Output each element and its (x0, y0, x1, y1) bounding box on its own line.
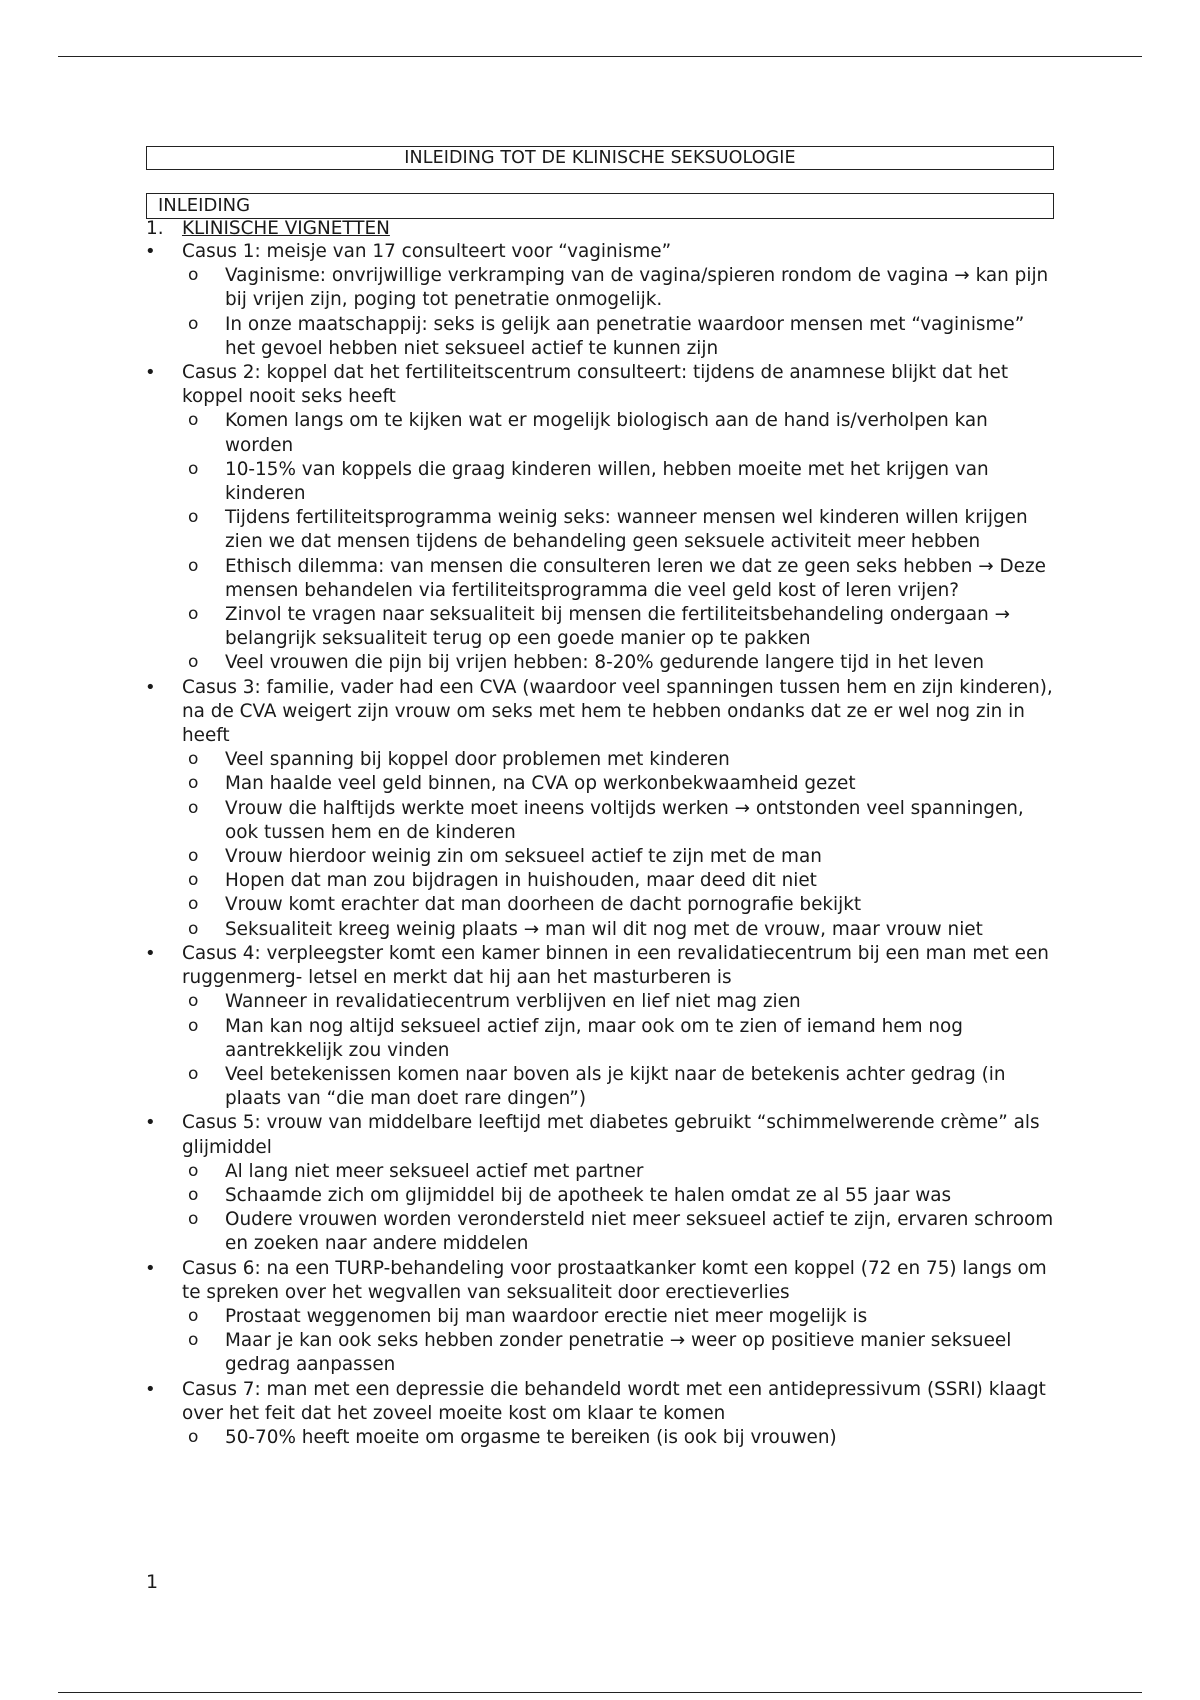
case-sub-item (146, 506, 1054, 554)
case-sub-item (146, 1329, 1054, 1377)
case-sub-item (146, 1160, 1054, 1184)
sub-bullet-marker: o (188, 410, 199, 431)
case-item (146, 1257, 1054, 1305)
sub-bullet-marker: o (188, 749, 199, 770)
case-sub-item (146, 1208, 1054, 1256)
sub-item-text: Man kan nog altijd seksueel actief zijn, maar ook om te zien of iemand hem nog aantrekkelijk zou vinden (225, 1015, 963, 1061)
sub-item-text: Vrouw komt erachter dat man doorheen de dacht pornografie bekijkt (225, 894, 862, 916)
case-sub-item (146, 409, 1054, 457)
sub-item-text: 50-70% heeft moeite om orgasme te bereiken (is ook bij vrouwen) (225, 1426, 837, 1448)
sub-bullet-marker: o (188, 773, 199, 794)
case-text: Casus 2: koppel dat het fertiliteitscentrum consulteert: tijdens de anamnese blijkt dat het koppel nooit seks heeft (182, 362, 1009, 408)
sub-bullet-marker: o (188, 797, 199, 818)
sub-item-text: Maar je kan ook seks hebben zonder penetratie → weer op positieve manier seksueel gedrag aanpassen (225, 1330, 1012, 1376)
heading-text: KLINISCHE VIGNETTEN (182, 218, 390, 239)
bullet-marker: • (145, 241, 156, 262)
bullet-marker: • (145, 676, 156, 698)
case-sub-item (146, 1305, 1054, 1329)
sub-bullet-marker: o (188, 1015, 199, 1036)
sub-bullet-marker: o (188, 1330, 199, 1351)
sub-item-text: Seksualiteit kreeg weinig plaats → man wil dit nog met de vrouw, maar vrouw niet (225, 918, 983, 940)
sub-item-text: 10-15% van koppels die graag kinderen willen, hebben moeite met het krijgen van kinderen (225, 458, 989, 505)
sub-item-text: Vaginisme: onvrijwillige verkramping van de vagina/spieren rondom de vagina → kan pijn bij vrijen zijn, poging tot penetratie onmogelijk. (225, 265, 1049, 311)
sub-bullet-marker: o (188, 1426, 199, 1447)
sub-bullet-marker: o (188, 894, 199, 915)
sub-bullet-marker: o (188, 652, 199, 673)
case-sub-item (146, 748, 1054, 772)
sub-bullet-marker: o (188, 1063, 199, 1084)
case-sub-item (146, 1426, 1054, 1450)
case-text: Casus 4: verpleegster komt een kamer binnen in een revalidatiecentrum bij een man met een ruggenmerg- letsel en merkt dat hij aan het masturberen is (182, 942, 1049, 989)
sub-bullet-marker: o (188, 1305, 199, 1326)
sub-bullet-marker: o (188, 1209, 199, 1230)
case-sub-item (146, 555, 1054, 603)
sub-item-text: Tijdens fertiliteitsprogramma weinig seks: wanneer mensen wel kinderen willen krijgen zien we dat mensen tijdens de behandeling geen seksuele activiteit meer hebben (225, 507, 1028, 553)
case-sub-item (146, 1063, 1054, 1111)
document-title: INLEIDING TOT DE KLINISCHE SEKSUOLOGIE (146, 146, 1054, 170)
sub-bullet-marker: o (188, 846, 199, 867)
sub-item-text: Prostaat weggenomen bij man waardoor erectie niet meer mogelijk is (225, 1305, 868, 1327)
case-sub-item (146, 651, 1054, 675)
case-text: Casus 5: vrouw van middelbare leeftijd met diabetes gebruikt “schimmelwerende crème” als glijmiddel (182, 1112, 1040, 1158)
sub-item-text: Oudere vrouwen worden verondersteld niet meer seksueel actief te zijn, ervaren schroom en zoeken naar andere middelen (225, 1209, 1054, 1255)
sub-item-text: Vrouw hierdoor weinig zin om seksueel actief te zijn met de man (225, 846, 822, 868)
bullet-marker: • (145, 1112, 156, 1134)
sub-item-text: Ethisch dilemma: van mensen die consulteren leren we dat ze geen seks hebben → Deze mensen behandelen via fertiliteitsprogramma die veel geld kost of leren vrijen? (225, 555, 1046, 601)
sub-bullet-marker: o (188, 1160, 199, 1181)
sub-bullet-marker: o (188, 870, 199, 891)
case-sub-item (146, 893, 1054, 917)
sub-bullet-marker: o (188, 265, 199, 286)
case-item (146, 1111, 1054, 1159)
case-list (146, 240, 1054, 1450)
header-rule (58, 56, 1142, 57)
sub-item-text: Al lang niet meer seksueel actief met partner (225, 1160, 644, 1182)
sub-item-text: Veel betekenissen komen naar boven als je kijkt naar de betekenis achter gedrag (in plaats van “die man doet rare dingen”) (225, 1063, 1006, 1110)
sub-bullet-marker: o (188, 918, 199, 939)
case-sub-item (146, 869, 1054, 893)
case-item (146, 1378, 1054, 1426)
case-sub-item (146, 990, 1054, 1014)
sub-item-text: In onze maatschappij: seks is gelijk aan penetratie waardoor mensen met “vaginisme” het gevoel hebben niet seksueel actief te kunnen zijn (225, 313, 1025, 359)
bullet-marker: • (145, 1378, 156, 1400)
sub-item-text: Komen langs om te kijken wat er mogelijk biologisch aan de hand is/verholpen kan worden (225, 410, 988, 456)
case-sub-item (146, 797, 1054, 845)
case-sub-item (146, 1015, 1054, 1063)
case-text: Casus 6: na een TURP-behandeling voor prostaatkanker komt een koppel (72 en 75) langs om te spreken over het wegvallen van seksualiteit door erectieverlies (182, 1257, 1047, 1303)
case-sub-item (146, 918, 1054, 942)
section-heading: INLEIDING (146, 193, 1054, 219)
numbered-heading (146, 219, 1054, 240)
bullet-marker: • (145, 362, 156, 384)
sub-bullet-marker: o (188, 1184, 199, 1205)
sub-bullet-marker: o (188, 604, 199, 625)
case-item (146, 942, 1054, 990)
sub-bullet-marker: o (188, 458, 199, 479)
document-page (146, 146, 1054, 1450)
footer-rule (58, 1692, 1142, 1693)
case-text: Casus 1: meisje van 17 consulteert voor “vaginisme” (182, 241, 672, 262)
case-sub-item (146, 458, 1054, 506)
case-sub-item (146, 313, 1054, 361)
sub-item-text: Zinvol te vragen naar seksualiteit bij mensen die fertiliteitsbehandeling ondergaan → belangrijk seksualiteit terug op een goede manier op te pakken (225, 604, 1011, 650)
case-item (146, 676, 1054, 749)
sub-bullet-marker: o (188, 991, 199, 1012)
sub-item-text: Hopen dat man zou bijdragen in huishouden, maar deed dit niet (225, 870, 817, 892)
heading-number: 1. (146, 218, 164, 239)
case-text: Casus 7: man met een depressie die behandeld wordt met een antidepressivum (SSRI) klaagt over het feit dat het zoveel moeite kost om klaar te komen (182, 1378, 1046, 1424)
sub-item-text: Vrouw die halftijds werkte moet ineens voltijds werken → ontstonden veel spanningen, ook tussen hem en de kinderen (225, 797, 1024, 843)
case-item (146, 240, 1054, 264)
sub-item-text: Veel spanning bij koppel door problemen met kinderen (225, 749, 730, 771)
sub-item-text: Veel vrouwen die pijn bij vrijen hebben: 8-20% gedurende langere tijd in het leven (225, 652, 984, 674)
case-sub-item (146, 845, 1054, 869)
sub-bullet-marker: o (188, 555, 199, 576)
sub-bullet-marker: o (188, 313, 199, 334)
sub-item-text: Wanneer in revalidatiecentrum verblijven en lief niet mag zien (225, 991, 801, 1013)
case-sub-item (146, 264, 1054, 312)
case-sub-item (146, 603, 1054, 651)
bullet-marker: • (145, 942, 156, 964)
page-number: 1 (146, 1571, 159, 1593)
case-text: Casus 3: familie, vader had een CVA (waardoor veel spanningen tussen hem en zijn kinderen), na de CVA weigert zijn vrouw om seks met hem te hebben ondanks dat ze er wel nog zin in heeft (182, 676, 1053, 747)
sub-item-text: Schaamde zich om glijmiddel bij de apotheek te halen omdat ze al 55 jaar was (225, 1184, 952, 1206)
bullet-marker: • (145, 1257, 156, 1279)
case-item (146, 361, 1054, 409)
case-sub-item (146, 1184, 1054, 1208)
sub-item-text: Man haalde veel geld binnen, na CVA op werkonbekwaamheid gezet (225, 773, 856, 795)
sub-bullet-marker: o (188, 507, 199, 528)
case-sub-item (146, 772, 1054, 796)
